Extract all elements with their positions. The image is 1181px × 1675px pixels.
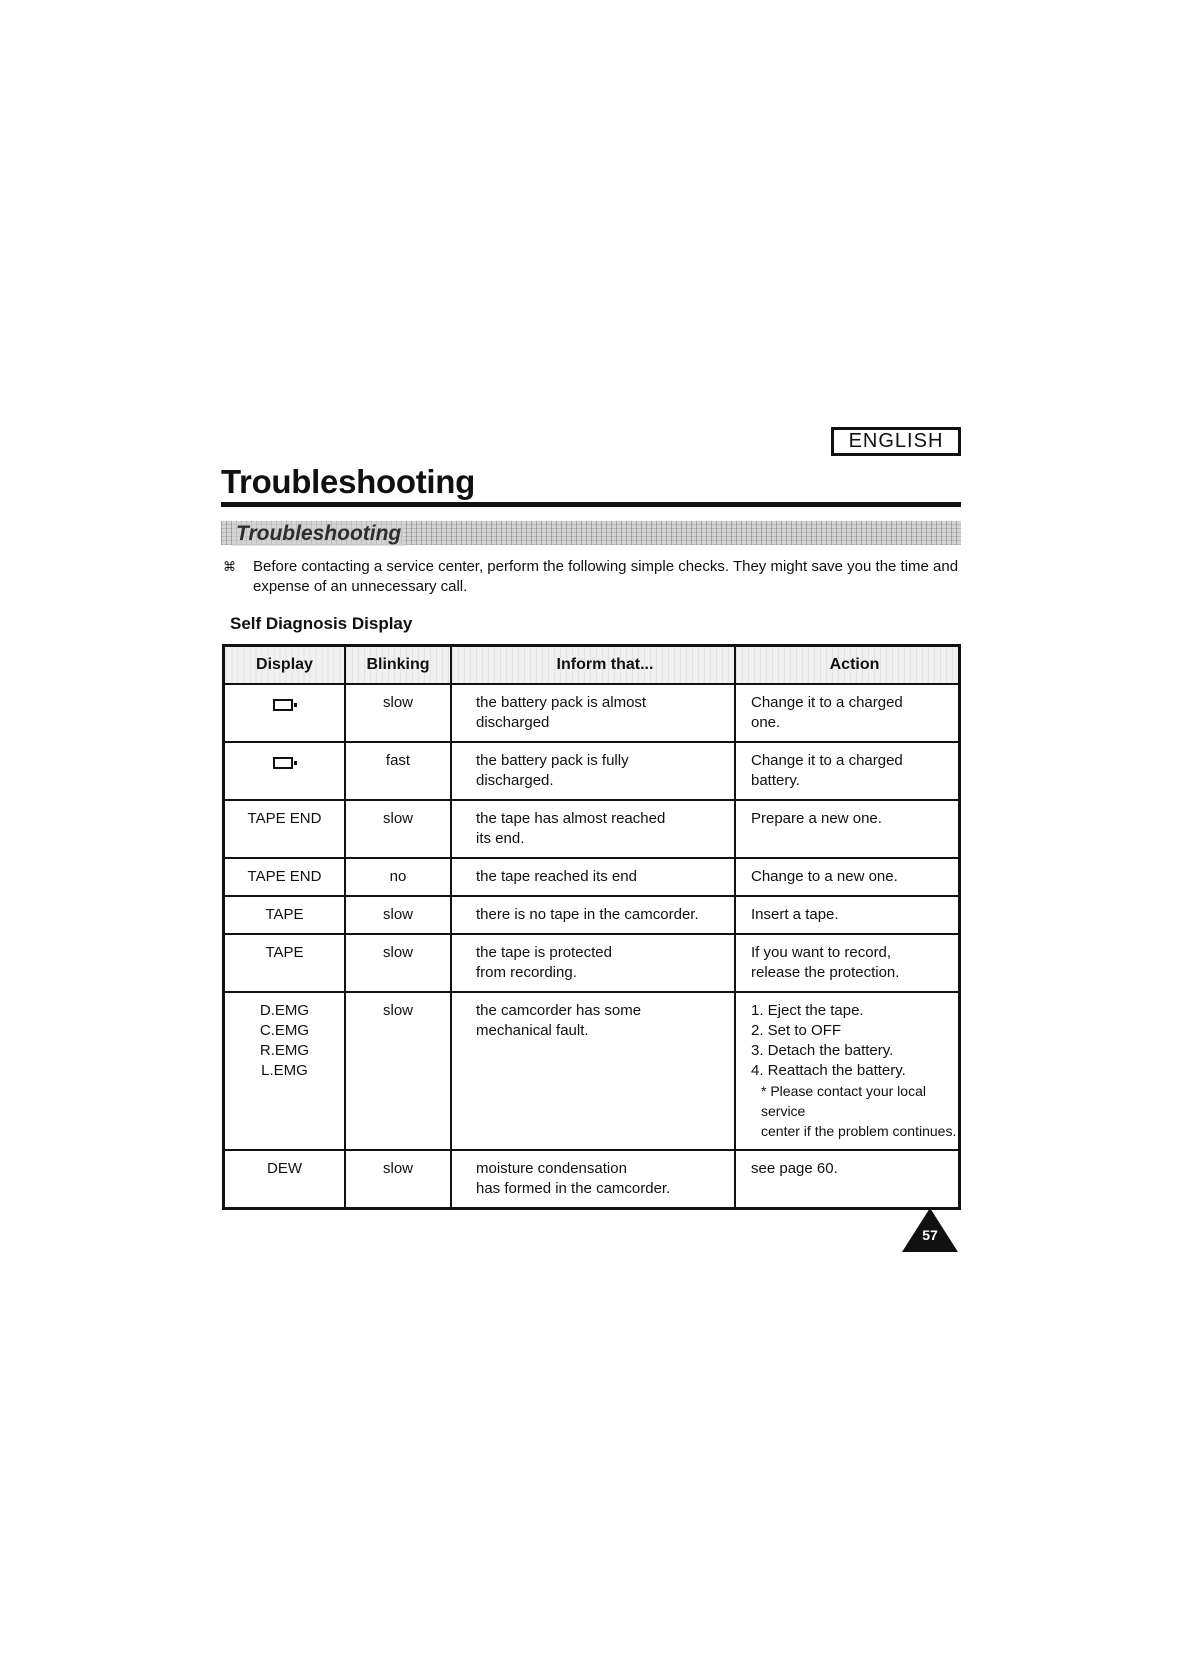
action-line: Insert a tape. xyxy=(751,906,839,923)
action-line: Change it to a charged xyxy=(751,694,903,711)
inform-line: the battery pack is almost xyxy=(476,694,647,711)
table-row xyxy=(224,800,960,858)
cell-action xyxy=(735,800,960,858)
table-row xyxy=(224,992,960,1150)
display-line: R.EMG xyxy=(259,1042,310,1059)
intro-text: Before contacting a service center, perform the following simple checks. They might save you the time and expense of an unnecessary call. xyxy=(253,558,959,595)
header-inform: Inform that... xyxy=(451,646,735,685)
inform-line: the tape reached its end xyxy=(476,868,637,885)
table-row xyxy=(224,858,960,896)
table-row xyxy=(224,1150,960,1209)
cell-display xyxy=(224,684,346,742)
self-diagnosis-table xyxy=(222,644,961,1210)
cell-blinking: slow xyxy=(345,934,451,992)
cell-blinking: fast xyxy=(345,742,451,800)
battery-icon xyxy=(273,757,293,769)
inform-line: the camcorder has some xyxy=(476,1002,642,1019)
header-blinking: Blinking xyxy=(345,646,451,685)
display-line: C.EMG xyxy=(259,1022,310,1039)
action-line: 2. Set to OFF xyxy=(751,1022,842,1039)
cell-inform xyxy=(451,858,735,896)
page-number-badge xyxy=(900,1206,960,1254)
table-header-row xyxy=(224,646,960,685)
action-line: Prepare a new one. xyxy=(751,810,882,827)
cell-display: TAPE END xyxy=(224,800,346,858)
cell-action xyxy=(735,684,960,742)
action-line: 1. Eject the tape. xyxy=(751,1002,864,1019)
title-rule xyxy=(221,502,961,507)
action-note: * Please contact your local service xyxy=(761,1083,926,1119)
cell-display: TAPE xyxy=(224,934,346,992)
display-line: D.EMG xyxy=(259,1002,310,1019)
cell-inform xyxy=(451,1150,735,1209)
page-title: Troubleshooting xyxy=(221,463,475,500)
inform-line: the battery pack is fully xyxy=(476,752,629,769)
action-line: see page 60. xyxy=(751,1160,838,1177)
inform-line: its end. xyxy=(476,830,525,847)
cell-blinking: slow xyxy=(345,896,451,934)
header-display: Display xyxy=(224,646,346,685)
cell-display xyxy=(224,992,346,1150)
cell-blinking: slow xyxy=(345,800,451,858)
action-line: Change to a new one. xyxy=(751,868,898,885)
inform-line: the tape is protected xyxy=(476,944,612,961)
table-row xyxy=(224,684,960,742)
cell-inform xyxy=(451,992,735,1150)
page-number: 57 xyxy=(922,1227,938,1243)
inform-line: moisture condensation xyxy=(476,1160,627,1177)
cell-inform xyxy=(451,800,735,858)
inform-line: from recording. xyxy=(476,964,577,981)
cell-display: TAPE xyxy=(224,896,346,934)
inform-line: discharged. xyxy=(476,772,554,789)
table-row xyxy=(224,742,960,800)
action-line: release the protection. xyxy=(751,964,900,981)
action-line: 3. Detach the battery. xyxy=(751,1042,894,1059)
header-action: Action xyxy=(735,646,960,685)
cell-blinking: slow xyxy=(345,684,451,742)
section-banner xyxy=(221,521,961,545)
inform-line: there is no tape in the camcorder. xyxy=(476,906,699,923)
cell-action xyxy=(735,742,960,800)
inform-line: discharged xyxy=(476,714,550,731)
table-row xyxy=(224,934,960,992)
action-line: one. xyxy=(751,714,781,731)
action-note: center if the problem continues. xyxy=(761,1123,957,1139)
cell-blinking: slow xyxy=(345,992,451,1150)
action-line: battery. xyxy=(751,772,800,789)
cell-inform xyxy=(451,896,735,934)
cell-blinking: slow xyxy=(345,1150,451,1209)
cell-action xyxy=(735,934,960,992)
language-badge: ENGLISH xyxy=(831,427,961,456)
intro-paragraph xyxy=(223,557,963,597)
cell-inform xyxy=(451,934,735,992)
cell-action xyxy=(735,896,960,934)
cell-action xyxy=(735,1150,960,1209)
cell-display: DEW xyxy=(224,1150,346,1209)
cell-inform xyxy=(451,684,735,742)
action-line: Change it to a charged xyxy=(751,752,903,769)
cell-action xyxy=(735,858,960,896)
battery-icon xyxy=(273,699,293,711)
action-line: If you want to record, xyxy=(751,944,892,961)
action-line: 4. Reattach the battery. xyxy=(751,1062,906,1079)
cell-blinking: no xyxy=(345,858,451,896)
section-title: Troubleshooting xyxy=(232,522,405,546)
bullet-icon: ⌘ xyxy=(223,559,236,574)
table-row xyxy=(224,896,960,934)
cell-action xyxy=(735,992,960,1150)
display-line: L.EMG xyxy=(261,1062,308,1079)
inform-line: mechanical fault. xyxy=(476,1022,589,1039)
cell-inform xyxy=(451,742,735,800)
table-caption: Self Diagnosis Display xyxy=(230,614,413,633)
inform-line: the tape has almost reached xyxy=(476,810,666,827)
cell-display xyxy=(224,742,346,800)
cell-display: TAPE END xyxy=(224,858,346,896)
inform-line: has formed in the camcorder. xyxy=(476,1180,671,1197)
